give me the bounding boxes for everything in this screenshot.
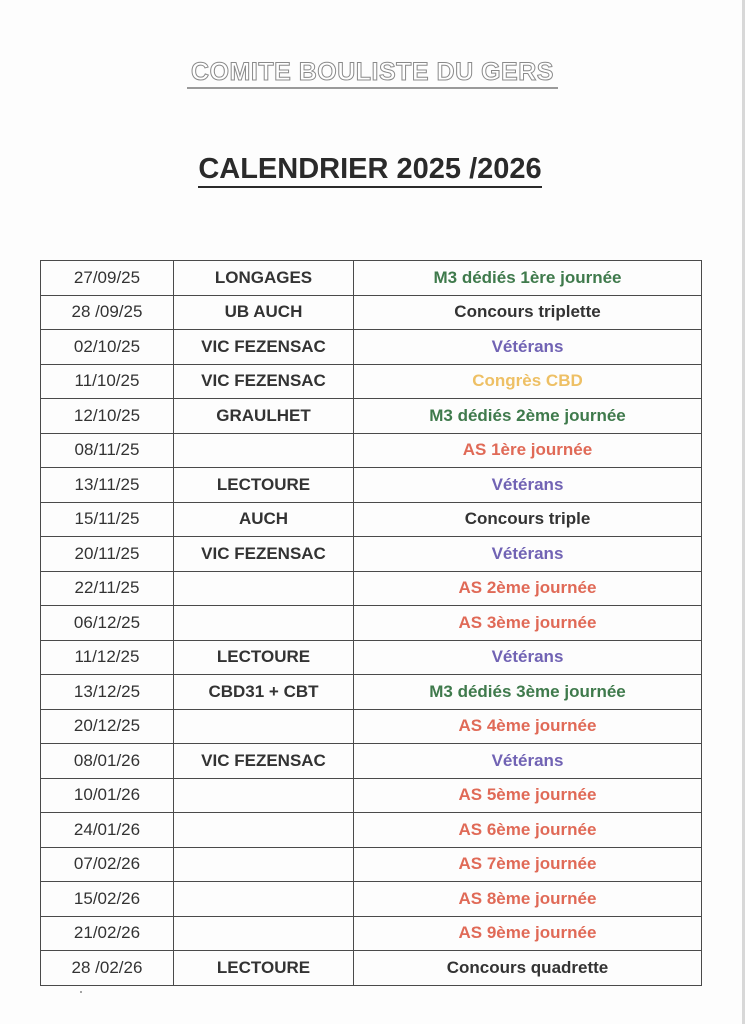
table-row [41, 847, 702, 882]
event-cell: AS 5ème journée [354, 778, 702, 813]
event-cell: Vétérans [354, 468, 702, 503]
place-cell [174, 433, 354, 468]
calendar-table-body [41, 261, 702, 986]
table-row [41, 295, 702, 330]
event-cell: AS 1ère journée [354, 433, 702, 468]
date-cell: 21/02/26 [41, 916, 174, 951]
date-cell: 12/10/25 [41, 399, 174, 434]
place-cell: LECTOURE [174, 951, 354, 986]
place-cell [174, 571, 354, 606]
date-cell: 28 /02/26 [41, 951, 174, 986]
calendar-title [0, 153, 740, 186]
organization-title [0, 58, 745, 87]
event-cell: AS 3ème journée [354, 606, 702, 641]
table-row [41, 330, 702, 365]
date-cell: 15/11/25 [41, 502, 174, 537]
place-cell: UB AUCH [174, 295, 354, 330]
date-cell: 08/11/25 [41, 433, 174, 468]
place-cell: LONGAGES [174, 261, 354, 296]
date-cell: 11/10/25 [41, 364, 174, 399]
event-cell: AS 9ème journée [354, 916, 702, 951]
table-row [41, 502, 702, 537]
date-cell: 27/09/25 [41, 261, 174, 296]
table-row [41, 261, 702, 296]
table-row [41, 606, 702, 641]
place-cell [174, 916, 354, 951]
event-cell: Vétérans [354, 640, 702, 675]
table-row [41, 951, 702, 986]
event-cell: Congrès CBD [354, 364, 702, 399]
place-cell: LECTOURE [174, 640, 354, 675]
date-cell: 08/01/26 [41, 744, 174, 779]
date-cell: 15/02/26 [41, 882, 174, 917]
event-cell: Vétérans [354, 330, 702, 365]
event-cell: AS 8ème journée [354, 882, 702, 917]
place-cell [174, 606, 354, 641]
place-cell: LECTOURE [174, 468, 354, 503]
date-cell: 24/01/26 [41, 813, 174, 848]
event-cell: Concours quadrette [354, 951, 702, 986]
event-cell: M3 dédiés 2ème journée [354, 399, 702, 434]
place-cell: VIC FEZENSAC [174, 330, 354, 365]
table-row [41, 640, 702, 675]
table-row [41, 709, 702, 744]
event-cell: Concours triple [354, 502, 702, 537]
calendar-table [40, 260, 702, 986]
table-row [41, 571, 702, 606]
event-cell: M3 dédiés 1ère journée [354, 261, 702, 296]
event-cell: Concours triplette [354, 295, 702, 330]
calendar-title-text: CALENDRIER 2025 /2026 [198, 153, 541, 188]
table-row [41, 537, 702, 572]
date-cell: 11/12/25 [41, 640, 174, 675]
table-row [41, 468, 702, 503]
place-cell: GRAULHET [174, 399, 354, 434]
table-row [41, 813, 702, 848]
organization-name: COMITE BOULISTE DU GERS [187, 58, 558, 89]
scan-speck [80, 991, 82, 993]
table-row [41, 675, 702, 710]
table-row [41, 433, 702, 468]
date-cell: 10/01/26 [41, 778, 174, 813]
place-cell [174, 813, 354, 848]
event-cell: AS 7ème journée [354, 847, 702, 882]
place-cell [174, 847, 354, 882]
date-cell: 02/10/25 [41, 330, 174, 365]
date-cell: 06/12/25 [41, 606, 174, 641]
event-cell: Vétérans [354, 744, 702, 779]
event-cell: AS 4ème journée [354, 709, 702, 744]
place-cell [174, 882, 354, 917]
date-cell: 20/12/25 [41, 709, 174, 744]
place-cell [174, 778, 354, 813]
place-cell: VIC FEZENSAC [174, 364, 354, 399]
date-cell: 13/11/25 [41, 468, 174, 503]
table-row [41, 744, 702, 779]
table-row [41, 399, 702, 434]
date-cell: 13/12/25 [41, 675, 174, 710]
event-cell: AS 6ème journée [354, 813, 702, 848]
event-cell: AS 2ème journée [354, 571, 702, 606]
date-cell: 07/02/26 [41, 847, 174, 882]
place-cell: CBD31 + CBT [174, 675, 354, 710]
table-row [41, 364, 702, 399]
table-row [41, 916, 702, 951]
date-cell: 28 /09/25 [41, 295, 174, 330]
event-cell: M3 dédiés 3ème journée [354, 675, 702, 710]
date-cell: 22/11/25 [41, 571, 174, 606]
place-cell: VIC FEZENSAC [174, 744, 354, 779]
table-row [41, 778, 702, 813]
event-cell: Vétérans [354, 537, 702, 572]
table-row [41, 882, 702, 917]
place-cell: AUCH [174, 502, 354, 537]
date-cell: 20/11/25 [41, 537, 174, 572]
place-cell [174, 709, 354, 744]
place-cell: VIC FEZENSAC [174, 537, 354, 572]
